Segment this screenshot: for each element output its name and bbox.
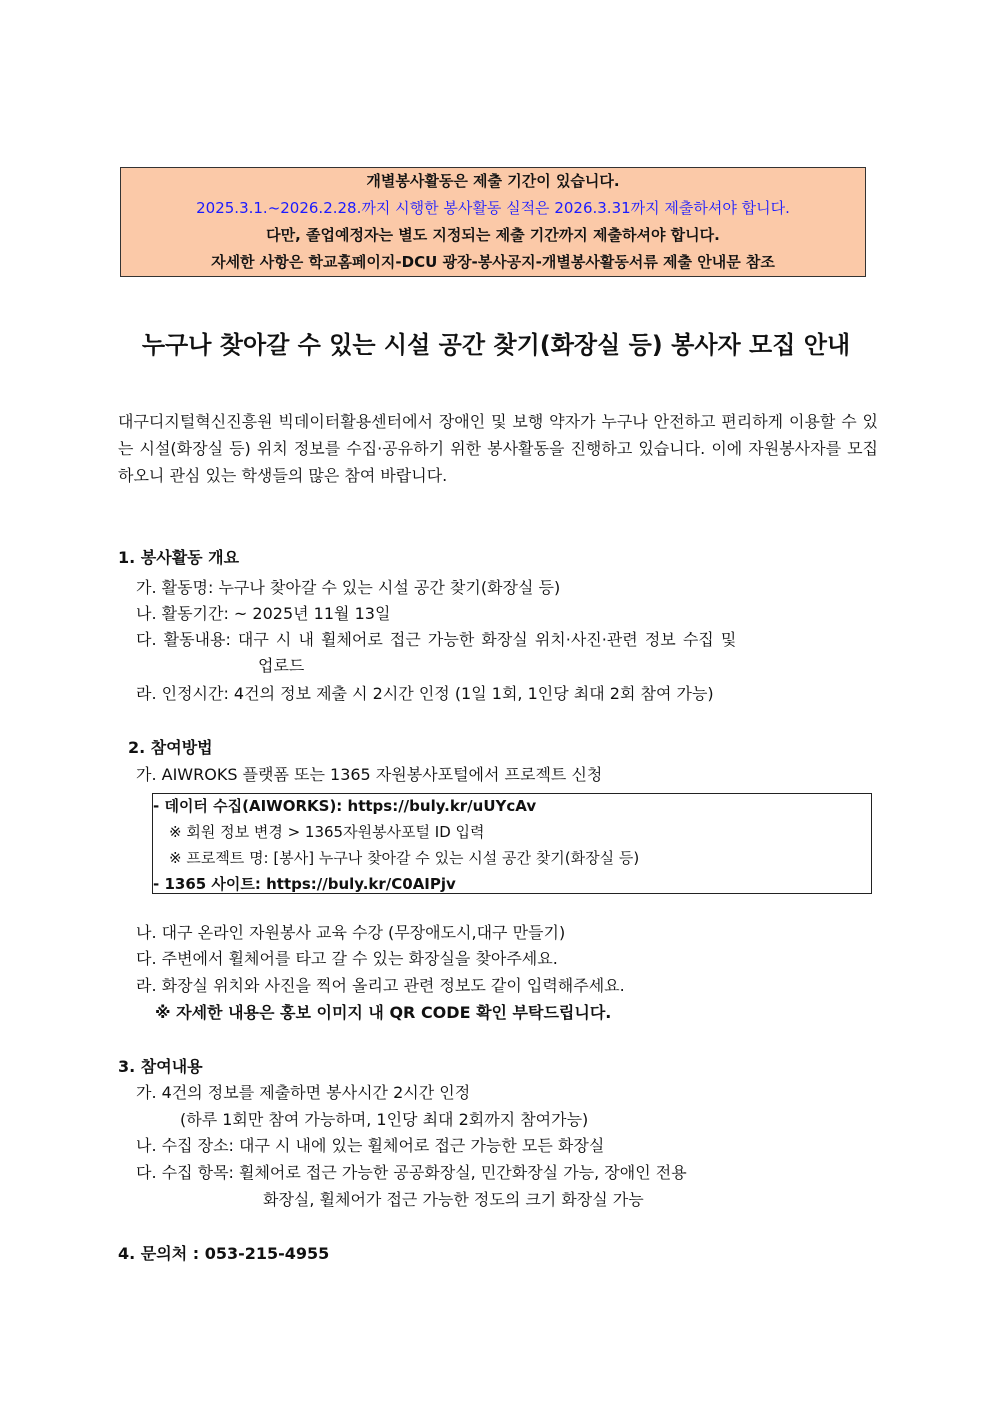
s1-item-b: 나. 활동기간: ~ 2025년 11월 13일 [136,604,391,623]
s3-item-c: 다. 수집 항목: 휠체어로 접근 가능한 공공화장실, 민간화장실 가능, 장애인 전용 [136,1163,687,1182]
notice-box [120,167,866,277]
s1-item-a: 가. 활동명: 누구나 찾아갈 수 있는 시설 공간 찾기(화장실 등) [136,578,561,597]
s2-item-c: 다. 주변에서 휠체어를 타고 갈 수 있는 화장실을 찾아주세요. [136,949,558,968]
section-2-heading: 2. 참여방법 [128,738,213,757]
s2-item-b: 나. 대구 온라인 자원봉사 교육 수강 (무장애도시,대구 만들기) [136,923,566,942]
site-1365-link[interactable]: - 1365 사이트: https://buly.kr/C0AIPjv [153,875,456,893]
s1-item-d: 라. 인정시간: 4건의 정보 제출 시 2시간 인정 (1일 1회, 1인당 최대 2회 참여 가능) [136,684,714,703]
s2-note: ※ 자세한 내용은 홍보 이미지 내 QR CODE 확인 부탁드립니다. [155,1003,612,1022]
s3-item-a: 가. 4건의 정보를 제출하면 봉사시간 2시간 인정 [136,1083,471,1102]
s1-item-c-cont: 업로드 [258,656,305,675]
notice-line-4: 자세한 사항은 학교홈페이지-DCU 광장-봉사공지-개별봉사활동서류 제출 안내문 참조 [211,253,775,271]
s2-item-d: 라. 화장실 위치와 사진을 찍어 올리고 관련 정보도 같이 입력해주세요. [136,976,625,995]
notice-line-3: 다만, 졸업예정자는 별도 지정되는 제출 기간까지 제출하셔야 합니다. [266,226,720,244]
s3-item-a-cont: (하루 1회만 참여 가능하며, 1인당 최대 2회까지 참여가능) [180,1110,589,1129]
s3-item-c-cont: 화장실, 휠체어가 접근 가능한 정도의 크기 화장실 가능 [263,1190,644,1209]
section-1-heading: 1. 봉사활동 개요 [118,548,240,567]
box-note-id: ※ 회원 정보 변경 > 1365자원봉사포털 ID 입력 [169,823,485,841]
link-box [152,793,872,894]
notice-line-1: 개별봉사활동은 제출 기간이 있습니다. [366,172,620,190]
section-4-contact: 4. 문의처 : 053-215-4955 [118,1244,330,1263]
intro-paragraph: 대구디지털혁신진흥원 빅데이터활용센터에서 장애인 및 보행 약자가 누구나 안전하고 편리하게 이용할 수 있는 시설(화장실 등) 위치 정보를 수집·공유하기 위한 봉사활동을 진행하고 있습니다. 이에 자원봉사자를 모집하오니 관심 있는 학생들의 많은 참여 바랍니다. [118,412,878,485]
s3-item-b: 나. 수집 장소: 대구 시 내에 있는 휠체어로 접근 가능한 모든 화장실 [136,1136,605,1155]
s1-item-c: 다. 활동내용: 대구 시 내 휠체어로 접근 가능한 화장실 위치·사진·관련 정보 수집 및 [136,630,737,649]
page-title: 누구나 찾아갈 수 있는 시설 공간 찾기(화장실 등) 봉사자 모집 안내 [141,331,851,359]
notice-line-2: 2025.3.1.~2026.2.28.까지 시행한 봉사활동 실적은 2026.3.31까지 제출하셔야 합니다. [196,199,790,217]
aiworks-link[interactable]: - 데이터 수집(AIWORKS): https://buly.kr/uUYcAv [153,797,537,815]
section-3-heading: 3. 참여내용 [118,1057,203,1076]
box-note-project: ※ 프로젝트 명: [봉사] 누구나 찾아갈 수 있는 시설 공간 찾기(화장실 등) [169,849,640,867]
s2-item-a: 가. AIWROKS 플랫폼 또는 1365 자원봉사포털에서 프로젝트 신청 [136,765,603,784]
